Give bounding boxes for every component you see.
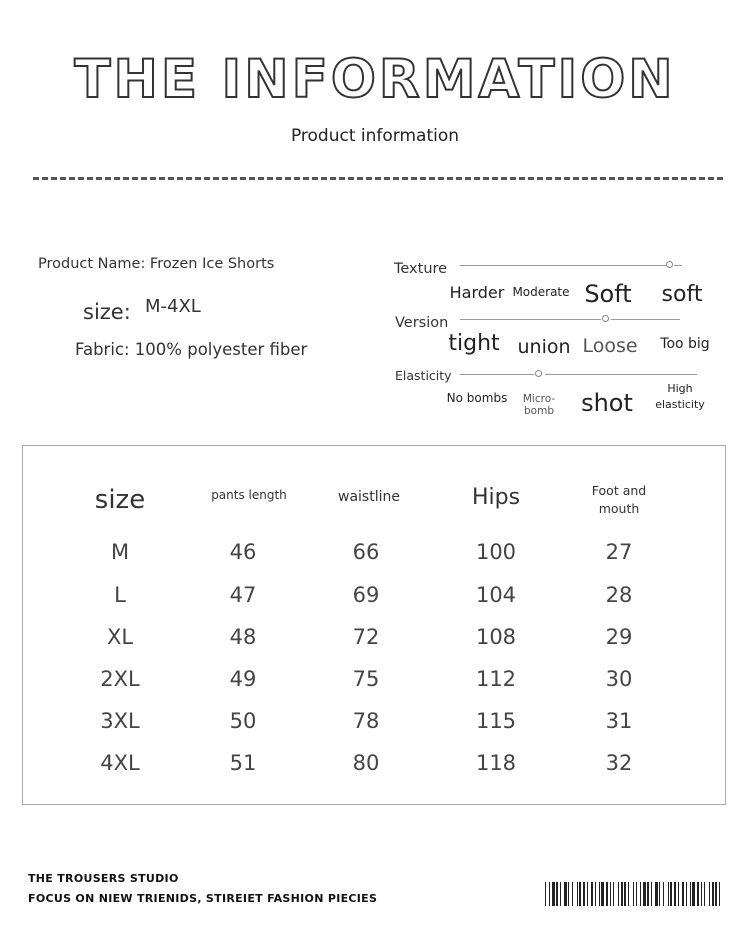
table-cell-waistline: 66: [352, 540, 380, 564]
table-cell-pants-length: 48: [229, 625, 257, 649]
elasticity-option-micro-bomb: Micro-bomb: [522, 393, 556, 417]
table-cell-size: 3XL: [100, 709, 140, 733]
table-cell-pants-length: 46: [229, 540, 257, 564]
version-option-union: union: [517, 336, 571, 358]
texture-option-soft-selected: Soft: [584, 280, 632, 308]
page-subtitle: Product information: [290, 126, 460, 146]
table-cell-foot-mouth: 28: [605, 583, 633, 607]
table-cell-foot-mouth: 29: [605, 625, 633, 649]
table-cell-pants-length: 50: [229, 709, 257, 733]
elasticity-scale-line-right: [545, 374, 697, 375]
version-scale-line-left: [460, 319, 601, 320]
studio-tagline: FOCUS ON NIEW TRIENIDS, STIREIET FASHION PIECIES: [28, 892, 378, 905]
product-name: Product Name: Frozen Ice Shorts: [38, 256, 275, 272]
barcode-icon: [545, 882, 721, 906]
elasticity-label: Elasticity: [395, 368, 452, 383]
table-cell-foot-mouth: 30: [605, 667, 633, 691]
table-cell-size: XL: [106, 625, 134, 649]
table-cell-size: 2XL: [100, 667, 140, 691]
size-value: M-4XL: [145, 296, 201, 317]
texture-option-harder: Harder: [449, 283, 505, 302]
version-option-loose: Loose: [582, 335, 638, 357]
table-cell-waistline: 69: [352, 583, 380, 607]
table-header-waistline: waistline: [338, 489, 400, 505]
table-cell-hips: 104: [475, 583, 517, 607]
elasticity-option-no-bombs: No bombs: [446, 391, 508, 405]
table-cell-hips: 108: [475, 625, 517, 649]
version-option-tight: tight: [448, 331, 500, 356]
version-scale-marker: [602, 315, 609, 322]
page-title: THE INFORMATION: [74, 49, 676, 110]
size-label: size:: [83, 300, 131, 324]
version-label: Version: [395, 315, 449, 331]
table-cell-hips: 118: [475, 751, 517, 775]
table-header-size: size: [94, 485, 146, 515]
table-cell-size: 4XL: [100, 751, 140, 775]
texture-option-moderate: Moderate: [512, 285, 570, 299]
studio-name: THE TROUSERS STUDIO: [28, 872, 179, 885]
texture-label: Texture: [394, 261, 448, 277]
table-cell-hips: 100: [475, 540, 517, 564]
table-header-pants-length: pants length: [211, 488, 287, 502]
table-cell-size: M: [110, 540, 130, 564]
dashed-divider: [33, 177, 723, 180]
table-header-hips: Hips: [471, 485, 521, 510]
elasticity-option-high: High elasticity: [655, 382, 705, 411]
table-cell-hips: 112: [475, 667, 517, 691]
table-cell-pants-length: 47: [229, 583, 257, 607]
table-cell-foot-mouth: 31: [605, 709, 633, 733]
table-cell-waistline: 78: [352, 709, 380, 733]
texture-option-soft: soft: [661, 282, 703, 307]
fabric-info: Fabric: 100% polyester fiber: [75, 340, 308, 359]
version-option-too-big: Too big: [660, 336, 710, 352]
table-header-foot-mouth: Foot and mouth: [591, 483, 647, 516]
elasticity-option-shot: shot: [581, 389, 633, 417]
table-cell-size: L: [114, 583, 126, 607]
texture-scale-line: [460, 265, 666, 266]
table-cell-foot-mouth: 27: [605, 540, 633, 564]
elasticity-scale-marker: [535, 370, 542, 377]
table-cell-waistline: 75: [352, 667, 380, 691]
elasticity-scale-line-left: [460, 374, 534, 375]
version-scale-line-right: [611, 319, 680, 320]
table-cell-hips: 115: [475, 709, 517, 733]
table-cell-pants-length: 51: [229, 751, 257, 775]
table-cell-waistline: 72: [352, 625, 380, 649]
table-cell-foot-mouth: 32: [605, 751, 633, 775]
table-cell-pants-length: 49: [229, 667, 257, 691]
table-cell-waistline: 80: [352, 751, 380, 775]
texture-scale-marker: [666, 261, 673, 268]
texture-scale-line-end: [674, 265, 682, 266]
